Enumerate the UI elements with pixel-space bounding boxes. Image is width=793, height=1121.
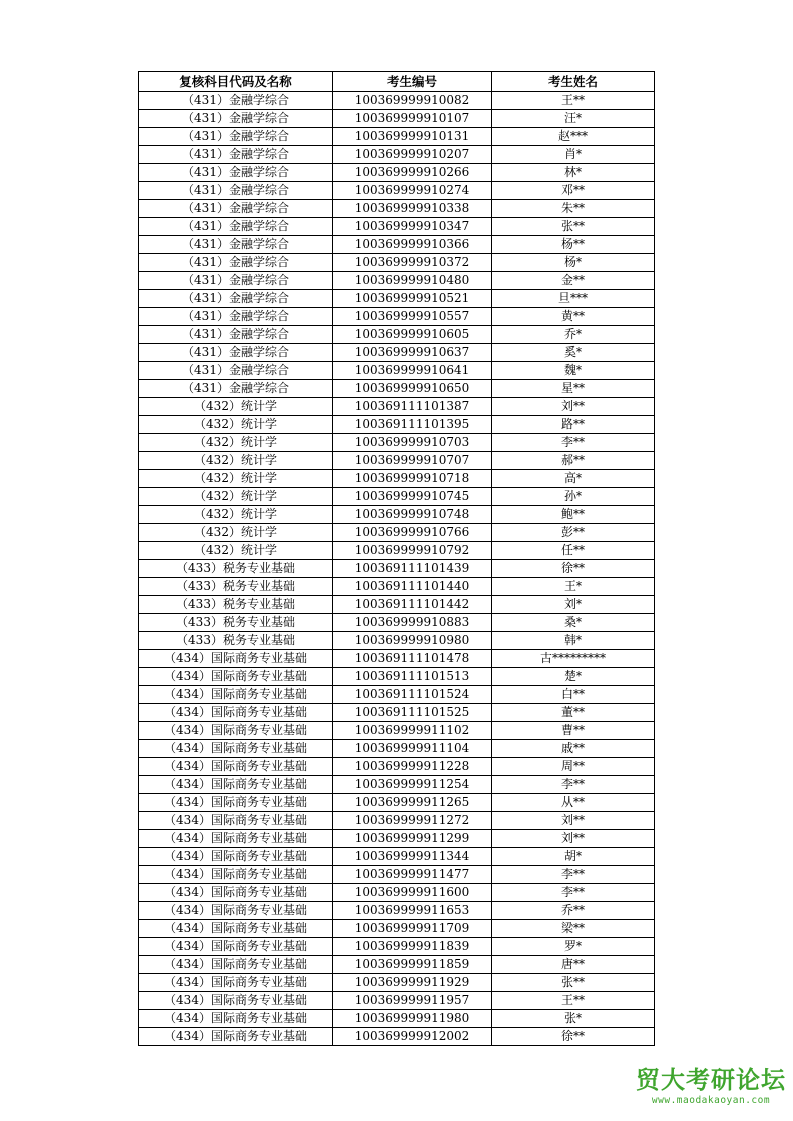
subject-cell: （433）税务专业基础 <box>139 578 333 596</box>
candidate-name-cell: 旦*** <box>492 290 655 308</box>
table-row <box>139 164 655 182</box>
subject-cell: （431）金融学综合 <box>139 326 333 344</box>
candidate-number-cell: 100369999911653 <box>333 902 492 920</box>
table-row <box>139 326 655 344</box>
candidate-number-cell: 100369111101525 <box>333 704 492 722</box>
table-row <box>139 956 655 974</box>
subject-cell: （431）金融学综合 <box>139 308 333 326</box>
table-row <box>139 578 655 596</box>
candidate-name-cell: 徐** <box>492 1028 655 1046</box>
table-row <box>139 524 655 542</box>
subject-cell: （431）金融学综合 <box>139 380 333 398</box>
header-candidate-number: 考生编号 <box>333 72 492 92</box>
subject-cell: （431）金融学综合 <box>139 200 333 218</box>
candidate-name-cell: 从** <box>492 794 655 812</box>
subject-cell: （434）国际商务专业基础 <box>139 974 333 992</box>
candidate-number-cell: 100369999910082 <box>333 92 492 110</box>
candidate-name-cell: 刘** <box>492 812 655 830</box>
candidate-name-cell: 林* <box>492 164 655 182</box>
candidate-name-cell: 杨* <box>492 254 655 272</box>
subject-cell: （434）国际商务专业基础 <box>139 794 333 812</box>
subject-cell: （434）国际商务专业基础 <box>139 812 333 830</box>
subject-cell: （434）国际商务专业基础 <box>139 704 333 722</box>
candidate-name-cell: 戚** <box>492 740 655 758</box>
header-subject: 复核科目代码及名称 <box>139 72 333 92</box>
table-row <box>139 686 655 704</box>
candidate-name-cell: 唐** <box>492 956 655 974</box>
candidate-number-cell: 100369999910650 <box>333 380 492 398</box>
candidate-number-cell: 100369111101513 <box>333 668 492 686</box>
candidate-number-cell: 100369999911228 <box>333 758 492 776</box>
candidate-number-cell: 100369999910131 <box>333 128 492 146</box>
subject-cell: （434）国际商务专业基础 <box>139 1028 333 1046</box>
candidate-name-cell: 周** <box>492 758 655 776</box>
table-row <box>139 308 655 326</box>
candidate-name-cell: 王* <box>492 578 655 596</box>
subject-cell: （434）国际商务专业基础 <box>139 650 333 668</box>
candidate-name-cell: 魏* <box>492 362 655 380</box>
candidate-name-cell: 李** <box>492 866 655 884</box>
table-row <box>139 614 655 632</box>
subject-cell: （432）统计学 <box>139 542 333 560</box>
subject-cell: （432）统计学 <box>139 416 333 434</box>
watermark-url: www.maodakaoyan.com <box>651 1095 771 1106</box>
candidate-name-cell: 金** <box>492 272 655 290</box>
candidate-name-cell: 路** <box>492 416 655 434</box>
candidate-number-cell: 100369999910366 <box>333 236 492 254</box>
candidate-number-cell: 100369999911957 <box>333 992 492 1010</box>
subject-cell: （432）统计学 <box>139 398 333 416</box>
subject-cell: （433）税务专业基础 <box>139 560 333 578</box>
table-row <box>139 848 655 866</box>
subject-cell: （431）金融学综合 <box>139 290 333 308</box>
table-row <box>139 632 655 650</box>
candidate-number-cell: 100369999910703 <box>333 434 492 452</box>
candidate-name-cell: 徐** <box>492 560 655 578</box>
subject-cell: （432）统计学 <box>139 524 333 542</box>
table-row <box>139 128 655 146</box>
subject-cell: （434）国际商务专业基础 <box>139 722 333 740</box>
candidate-number-cell: 100369999911859 <box>333 956 492 974</box>
subject-cell: （431）金融学综合 <box>139 362 333 380</box>
candidate-name-cell: 李** <box>492 434 655 452</box>
candidate-number-cell: 100369111101440 <box>333 578 492 596</box>
candidate-number-cell: 100369999910521 <box>333 290 492 308</box>
subject-cell: （434）国际商务专业基础 <box>139 848 333 866</box>
candidate-name-cell: 张* <box>492 1010 655 1028</box>
subject-cell: （434）国际商务专业基础 <box>139 740 333 758</box>
candidate-number-cell: 100369999911299 <box>333 830 492 848</box>
candidate-number-cell: 100369999911102 <box>333 722 492 740</box>
subject-cell: （434）国际商务专业基础 <box>139 776 333 794</box>
subject-cell: （432）统计学 <box>139 488 333 506</box>
candidate-name-cell: 楚* <box>492 668 655 686</box>
candidate-number-cell: 100369999910792 <box>333 542 492 560</box>
table-row <box>139 668 655 686</box>
candidate-name-cell: 刘** <box>492 830 655 848</box>
candidate-name-cell: 李** <box>492 776 655 794</box>
candidate-name-cell: 鲍** <box>492 506 655 524</box>
subject-cell: （434）国际商务专业基础 <box>139 956 333 974</box>
subject-cell: （431）金融学综合 <box>139 110 333 128</box>
subject-cell: （431）金融学综合 <box>139 164 333 182</box>
candidate-name-cell: 古********* <box>492 650 655 668</box>
candidate-number-cell: 100369999910707 <box>333 452 492 470</box>
subject-cell: （434）国际商务专业基础 <box>139 1010 333 1028</box>
candidate-number-cell: 100369999910266 <box>333 164 492 182</box>
candidate-number-cell: 100369999911104 <box>333 740 492 758</box>
candidate-name-cell: 高* <box>492 470 655 488</box>
candidate-number-cell: 100369999910641 <box>333 362 492 380</box>
subject-cell: （434）国际商务专业基础 <box>139 902 333 920</box>
table-row <box>139 920 655 938</box>
table-row <box>139 650 655 668</box>
candidate-number-cell: 100369999911839 <box>333 938 492 956</box>
candidate-number-cell: 100369999910883 <box>333 614 492 632</box>
candidate-number-cell: 100369999910347 <box>333 218 492 236</box>
candidate-name-cell: 彭** <box>492 524 655 542</box>
table-row <box>139 992 655 1010</box>
candidate-number-cell: 100369999910748 <box>333 506 492 524</box>
table-row <box>139 272 655 290</box>
candidate-number-cell: 100369999911477 <box>333 866 492 884</box>
candidate-number-cell: 100369999911344 <box>333 848 492 866</box>
table-header-row <box>139 72 655 92</box>
retest-roster-table <box>138 71 655 1046</box>
table-row <box>139 362 655 380</box>
subject-cell: （434）国际商务专业基础 <box>139 668 333 686</box>
subject-cell: （434）国际商务专业基础 <box>139 920 333 938</box>
candidate-name-cell: 董** <box>492 704 655 722</box>
table-row <box>139 344 655 362</box>
candidate-number-cell: 100369111101439 <box>333 560 492 578</box>
candidate-number-cell: 100369999910557 <box>333 308 492 326</box>
candidate-number-cell: 100369111101395 <box>333 416 492 434</box>
candidate-number-cell: 100369999911929 <box>333 974 492 992</box>
table-row <box>139 884 655 902</box>
table-row <box>139 812 655 830</box>
candidate-name-cell: 星** <box>492 380 655 398</box>
table-row <box>139 416 655 434</box>
subject-cell: （431）金融学综合 <box>139 344 333 362</box>
candidate-number-cell: 100369999910480 <box>333 272 492 290</box>
subject-cell: （431）金融学综合 <box>139 128 333 146</box>
subject-cell: （434）国际商务专业基础 <box>139 830 333 848</box>
subject-cell: （431）金融学综合 <box>139 92 333 110</box>
table-row <box>139 596 655 614</box>
table-row <box>139 740 655 758</box>
table-row <box>139 236 655 254</box>
candidate-name-cell: 曹** <box>492 722 655 740</box>
table-row <box>139 542 655 560</box>
subject-cell: （434）国际商务专业基础 <box>139 866 333 884</box>
candidate-name-cell: 张** <box>492 218 655 236</box>
table-row <box>139 902 655 920</box>
table-row <box>139 398 655 416</box>
candidate-number-cell: 100369999910207 <box>333 146 492 164</box>
candidate-number-cell: 100369999911265 <box>333 794 492 812</box>
table-body <box>139 92 655 1046</box>
candidate-name-cell: 郝** <box>492 452 655 470</box>
subject-cell: （431）金融学综合 <box>139 146 333 164</box>
candidate-number-cell: 100369999911980 <box>333 1010 492 1028</box>
table-row <box>139 452 655 470</box>
candidate-number-cell: 100369999911254 <box>333 776 492 794</box>
candidate-name-cell: 孙* <box>492 488 655 506</box>
watermark-title: 贸大考研论坛 <box>636 1066 786 1094</box>
candidate-number-cell: 100369999910745 <box>333 488 492 506</box>
candidate-name-cell: 桑* <box>492 614 655 632</box>
subject-cell: （432）统计学 <box>139 434 333 452</box>
candidate-number-cell: 100369999910605 <box>333 326 492 344</box>
table-row <box>139 146 655 164</box>
candidate-name-cell: 乔** <box>492 902 655 920</box>
candidate-name-cell: 张** <box>492 974 655 992</box>
candidate-number-cell: 100369111101524 <box>333 686 492 704</box>
table-row <box>139 1010 655 1028</box>
subject-cell: （433）税务专业基础 <box>139 614 333 632</box>
candidate-name-cell: 邓** <box>492 182 655 200</box>
subject-cell: （434）国际商务专业基础 <box>139 686 333 704</box>
candidate-number-cell: 100369999910980 <box>333 632 492 650</box>
candidate-number-cell: 100369999910718 <box>333 470 492 488</box>
table-row <box>139 110 655 128</box>
table-row <box>139 776 655 794</box>
candidate-number-cell: 100369999910637 <box>333 344 492 362</box>
candidate-name-cell: 王** <box>492 92 655 110</box>
subject-cell: （432）统计学 <box>139 470 333 488</box>
candidate-name-cell: 朱** <box>492 200 655 218</box>
table-row <box>139 1028 655 1046</box>
table-row <box>139 506 655 524</box>
subject-cell: （434）国际商务专业基础 <box>139 938 333 956</box>
table-row <box>139 758 655 776</box>
table-row <box>139 974 655 992</box>
table-row <box>139 200 655 218</box>
candidate-name-cell: 罗* <box>492 938 655 956</box>
candidate-number-cell: 100369999911709 <box>333 920 492 938</box>
subject-cell: （431）金融学综合 <box>139 236 333 254</box>
candidate-number-cell: 100369999910107 <box>333 110 492 128</box>
candidate-number-cell: 100369999911600 <box>333 884 492 902</box>
candidate-name-cell: 韩* <box>492 632 655 650</box>
candidate-number-cell: 100369999910766 <box>333 524 492 542</box>
table-row <box>139 182 655 200</box>
candidate-number-cell: 100369999910372 <box>333 254 492 272</box>
candidate-name-cell: 肖* <box>492 146 655 164</box>
table-row <box>139 434 655 452</box>
table-row <box>139 830 655 848</box>
candidate-name-cell: 赵*** <box>492 128 655 146</box>
table-row <box>139 290 655 308</box>
subject-cell: （432）统计学 <box>139 452 333 470</box>
table-row <box>139 218 655 236</box>
table-row <box>139 794 655 812</box>
candidate-number-cell: 100369999910338 <box>333 200 492 218</box>
table-row <box>139 938 655 956</box>
subject-cell: （434）国际商务专业基础 <box>139 758 333 776</box>
candidate-number-cell: 100369999912002 <box>333 1028 492 1046</box>
candidate-name-cell: 胡* <box>492 848 655 866</box>
subject-cell: （431）金融学综合 <box>139 182 333 200</box>
candidate-name-cell: 白** <box>492 686 655 704</box>
table-row <box>139 866 655 884</box>
table-row <box>139 92 655 110</box>
subject-cell: （434）国际商务专业基础 <box>139 884 333 902</box>
candidate-name-cell: 梁** <box>492 920 655 938</box>
candidate-number-cell: 100369111101478 <box>333 650 492 668</box>
candidate-name-cell: 王** <box>492 992 655 1010</box>
table-row <box>139 704 655 722</box>
candidate-name-cell: 汪* <box>492 110 655 128</box>
candidate-number-cell: 100369999910274 <box>333 182 492 200</box>
subject-cell: （431）金融学综合 <box>139 272 333 290</box>
candidate-number-cell: 100369111101442 <box>333 596 492 614</box>
table-row <box>139 254 655 272</box>
candidate-number-cell: 100369111101387 <box>333 398 492 416</box>
subject-cell: （431）金融学综合 <box>139 218 333 236</box>
subject-cell: （432）统计学 <box>139 506 333 524</box>
candidate-name-cell: 乔* <box>492 326 655 344</box>
table-row <box>139 380 655 398</box>
table-row <box>139 560 655 578</box>
subject-cell: （431）金融学综合 <box>139 254 333 272</box>
candidate-name-cell: 刘* <box>492 596 655 614</box>
subject-cell: （434）国际商务专业基础 <box>139 992 333 1010</box>
candidate-name-cell: 刘** <box>492 398 655 416</box>
subject-cell: （433）税务专业基础 <box>139 632 333 650</box>
candidate-name-cell: 任** <box>492 542 655 560</box>
subject-cell: （433）税务专业基础 <box>139 596 333 614</box>
candidate-number-cell: 100369999911272 <box>333 812 492 830</box>
table-row <box>139 722 655 740</box>
forum-watermark <box>636 1066 786 1108</box>
table-row <box>139 488 655 506</box>
candidate-name-cell: 黄** <box>492 308 655 326</box>
candidate-name-cell: 奚* <box>492 344 655 362</box>
table-row <box>139 470 655 488</box>
candidate-name-cell: 李** <box>492 884 655 902</box>
candidate-name-cell: 杨** <box>492 236 655 254</box>
header-candidate-name: 考生姓名 <box>492 72 655 92</box>
roster-sheet <box>138 71 654 1046</box>
